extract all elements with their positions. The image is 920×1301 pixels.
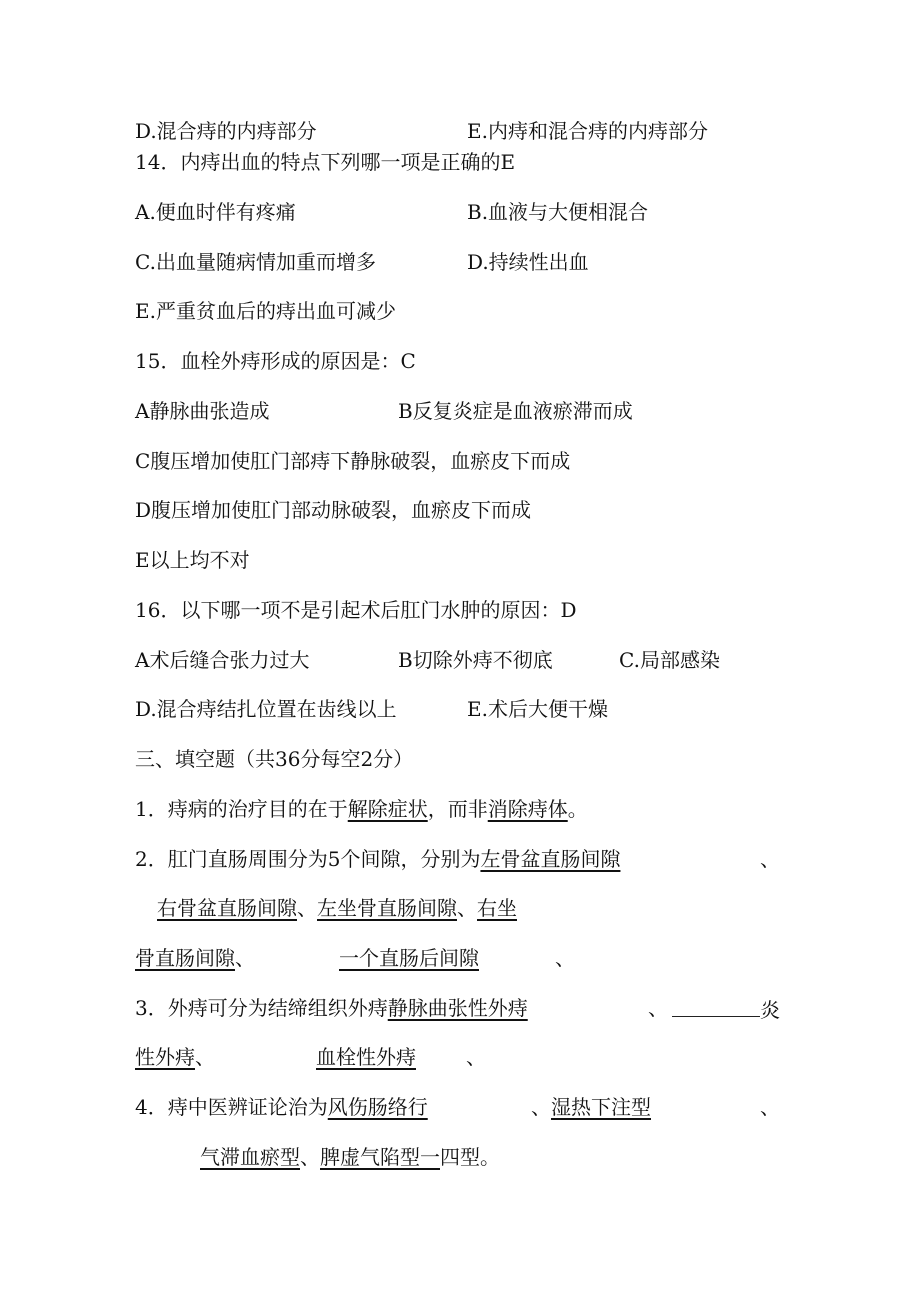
fill-4-text: 4．痔中医辨证论治为 — [135, 1095, 328, 1119]
fill-4-separator: 、 — [300, 1145, 320, 1169]
fill-2-answer-4a: 右坐 — [477, 896, 517, 920]
fill-3-blank-group — [672, 996, 780, 1022]
fill-4-dash: 一 — [420, 1145, 440, 1169]
section-title: 三、填空题（共36分每空2分） — [135, 747, 414, 771]
q14-option-b: B.血液与大便相混合 — [467, 200, 649, 224]
fill-2-separator: 、 — [760, 847, 780, 871]
fill-3-answer-3-text: 血栓性外痔 — [316, 1045, 416, 1069]
q14-option-a: A.便血时伴有疼痛 — [135, 200, 296, 224]
fill-2-answer-1: 左骨盆直肠间隙 — [480, 847, 621, 871]
q16-option-c: C.局部感染 — [619, 648, 720, 672]
q15-option-b: B反复炎症是血液瘀滞而成 — [398, 399, 633, 423]
fill-2-answer-4b: 骨直肠间隙 — [135, 946, 235, 970]
fill-4-text: 四型。 — [440, 1145, 500, 1169]
fill-1-text: 1．痔病的治疗目的在于 — [135, 797, 348, 821]
fill-4-answer-4: 脾虚气陷型 — [320, 1145, 420, 1169]
fill-3-answer-1: 静脉曲张性外痔 — [387, 996, 528, 1020]
fill-2-separator: 、 — [297, 896, 317, 920]
fill-4-answer-1: 风伤肠络行 — [327, 1095, 428, 1119]
fill-3-suffix: 炎 — [760, 998, 780, 1022]
q16-option-d: D.混合痔结扎位置在齿线以上 — [135, 697, 397, 721]
q13-option-e: E.内痔和混合痔的内痔部分 — [467, 119, 708, 143]
q14-option-d: D.持续性出血 — [467, 250, 589, 274]
q14-option-e: E.严重贫血后的痔出血可减少 — [135, 299, 396, 323]
fill-3-text: 3．外痔可分为结缔组织外痔 — [135, 996, 388, 1020]
fill-1-answer-1: 解除症状 — [347, 797, 428, 821]
fill-4-line-2 — [200, 1145, 500, 1169]
fill-2-line-2 — [157, 896, 517, 920]
fill-3-suffix-2: 性外痔 — [135, 1045, 195, 1069]
fill-4-answer-3: 气滞血瘀型 — [200, 1145, 300, 1169]
fill-1 — [135, 797, 588, 821]
fill-1-text: 。 — [567, 797, 588, 821]
q15-option-a: A静脉曲张造成 — [135, 399, 270, 423]
q15-stem: 15．血栓外痔形成的原因是：C — [135, 349, 416, 373]
fill-2-line-3 — [135, 946, 255, 970]
q16-option-e: E.术后大便干燥 — [467, 697, 608, 721]
fill-2-answer-3: 左坐骨直肠间隙 — [317, 896, 457, 920]
q16-option-a: A术后缝合张力过大 — [135, 648, 310, 672]
fill-2-line-1 — [135, 847, 620, 871]
q15-option-c: C腹压增加使肛门部痔下静脉破裂，血瘀皮下而成 — [135, 449, 571, 473]
fill-4-line-1 — [135, 1095, 428, 1119]
q14-stem: 14．内痔出血的特点下列哪一项是正确的E — [135, 150, 516, 174]
q13-option-d: D.混合痔的内痔部分 — [135, 119, 317, 143]
fill-4-answer-2: 湿热下注型 — [551, 1095, 651, 1119]
fill-3-separator: 、 — [648, 996, 668, 1020]
fill-2-answer-2: 右骨盆直肠间隙 — [157, 896, 297, 920]
fill-3-answer-3 — [316, 1045, 416, 1069]
q15-option-d: D腹压增加使肛门部动脉破裂，血瘀皮下而成 — [135, 498, 532, 522]
fill-2-text: 2．肛门直肠周围分为5个间隙，分别为 — [135, 847, 481, 871]
fill-3-separator: 、 — [195, 1045, 215, 1069]
fill-4-part-2 — [531, 1095, 651, 1119]
fill-3-line-2 — [135, 1045, 215, 1069]
fill-4-separator: 、 — [760, 1095, 780, 1119]
fill-2-separator: 、 — [235, 946, 255, 970]
q15-option-e: E以上均不对 — [135, 548, 250, 572]
fill-1-answer-2: 消除痔体 — [487, 797, 568, 821]
fill-3-separator: 、 — [466, 1045, 486, 1069]
q14-option-c: C.出血量随病情加重而增多 — [135, 250, 376, 274]
fill-2-separator: 、 — [457, 896, 477, 920]
fill-2-answer-5 — [339, 946, 479, 970]
fill-2-separator: 、 — [555, 946, 575, 970]
fill-1-text: ，而非 — [427, 797, 488, 821]
fill-2-answer-5-text: 一个直肠后间隙 — [339, 946, 479, 970]
fill-3-line-1 — [135, 996, 528, 1020]
fill-3-blank — [672, 996, 760, 1017]
q16-option-b: B切除外痔不彻底 — [398, 648, 553, 672]
fill-4-separator: 、 — [531, 1095, 551, 1119]
q16-stem: 16．以下哪一项不是引起术后肛门水肿的原因：D — [135, 598, 577, 622]
